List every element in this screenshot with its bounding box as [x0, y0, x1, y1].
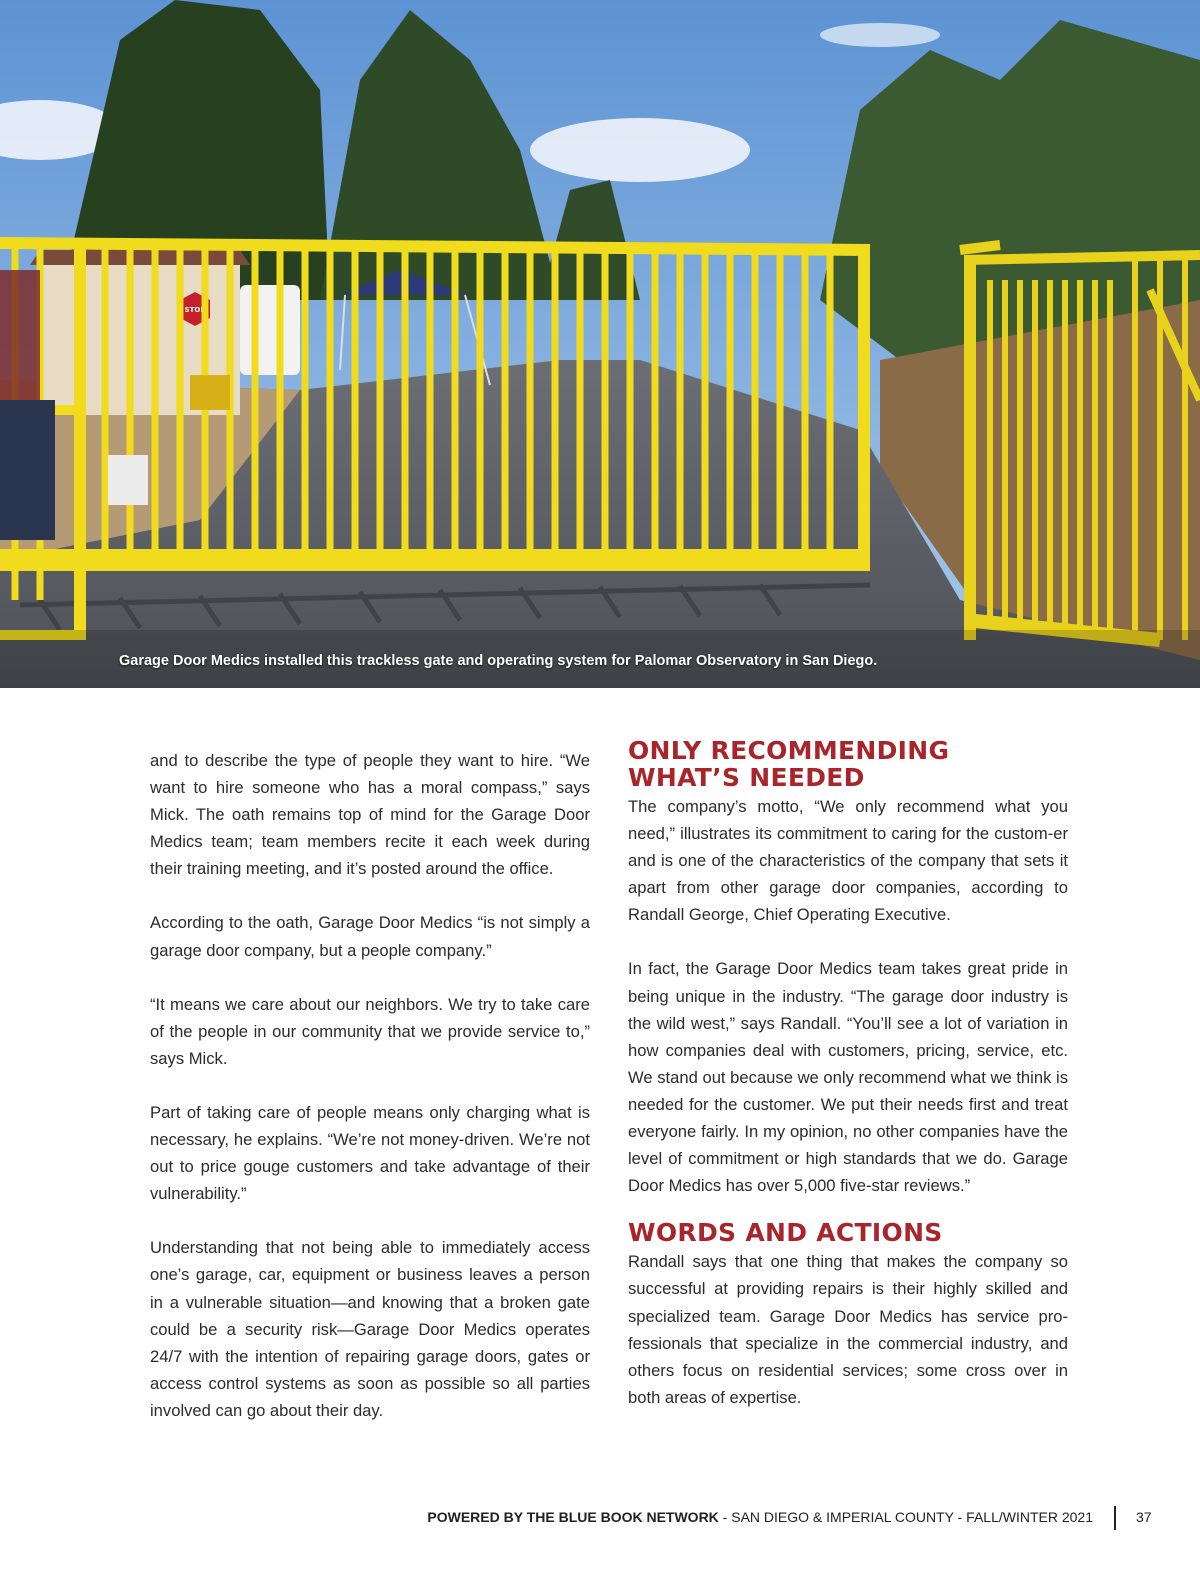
- body-paragraph: Understanding that not being able to immediately access one’s garage, car, equipment or business leaves a person in a vulnerable situation—and knowing that a broken gate could be a security risk—Garage Door Medics operates 24/7 with the intention of repairing garage doors, gates or access control systems as soon as possible so all parties involved can go about their day.: [150, 1238, 590, 1420]
- cloud: [530, 118, 750, 182]
- page-footer: [0, 1508, 1200, 1532]
- photo-caption: Garage Door Medics installed this trackless gate and operating system for Palomar Observatory in San Diego.: [119, 653, 878, 669]
- body-paragraph: The company’s motto, “We only recommend what you need,” illustrates its commitment to caring for the custom-er and is one of the characteristics of the company that sets it apart from other garage door companies, according to Randall George, Chief Operating Executive.: [628, 797, 1068, 925]
- heading-line: ONLY RECOMMENDING: [628, 736, 950, 765]
- body-paragraph: Part of taking care of people means only charging what is necessary, he explains. “We’re not money-driven. We’re not out to price gouge customers and take advantage of their vulnerability.”: [150, 1102, 590, 1204]
- page-number: 37: [1136, 1509, 1152, 1525]
- body-paragraph: “It means we care about our neighbors. We try to take care of the people in our community that we provide service to,” says Mick.: [150, 994, 590, 1068]
- footer-network: POWERED BY THE BLUE BOOK NETWORK: [427, 1509, 719, 1525]
- worker-legs: [0, 400, 55, 540]
- gate-photo-illustration: [0, 0, 1200, 688]
- body-paragraph: According to the oath, Garage Door Medics “is not simply a garage door company, but a people company.”: [150, 913, 590, 960]
- hero-photo: [0, 0, 1200, 688]
- left-column: [150, 747, 590, 1451]
- generator: [190, 375, 230, 410]
- bucket: [108, 455, 148, 505]
- heading-line: WHAT’S NEEDED: [628, 763, 865, 792]
- body-paragraph: In fact, the Garage Door Medics team takes great pride in being unique in the industry. “The garage door industry is the wild west,” says Randall. “You’ll see a lot of variation in how companies deal with customers, pricing, service, etc. We stand out because we only recommend what we think is needed for the customer. We put their needs first and treat everyone fairly. In my opinion, no other companies have the level of commitment or high standards that we do. Garage Door Medics has over 5,000 five-star reviews.”: [628, 959, 1068, 1196]
- section-heading-only-recommending: [628, 737, 1068, 791]
- footer-credit: [427, 1509, 1093, 1525]
- body-paragraph: and to describe the type of people they want to hire. “We want to hire someone who has a moral compass,” says Mick. The oath remains top of mind for the Garage Door Medics team; team members recite it each week during their training meeting, and it’s posted around the office.: [150, 751, 590, 879]
- truck: [240, 285, 300, 375]
- section-heading-words-and-actions: WORDS AND ACTIONS: [628, 1218, 943, 1248]
- right-column: [628, 737, 1068, 1438]
- cloud: [820, 23, 940, 47]
- stop-sign-text: STOP: [184, 306, 206, 314]
- footer-divider: [1114, 1506, 1116, 1530]
- footer-edition: - SAN DIEGO & IMPERIAL COUNTY - FALL/WINTER 2021: [718, 1509, 1093, 1525]
- body-paragraph: Randall says that one thing that makes the company so successful at providing repairs is their highly skilled and specialized team. Garage Door Medics has service pro-fessionals that specialize in the commercial industry, and others focus on residential services; some cross over in both areas of expertise.: [628, 1252, 1068, 1407]
